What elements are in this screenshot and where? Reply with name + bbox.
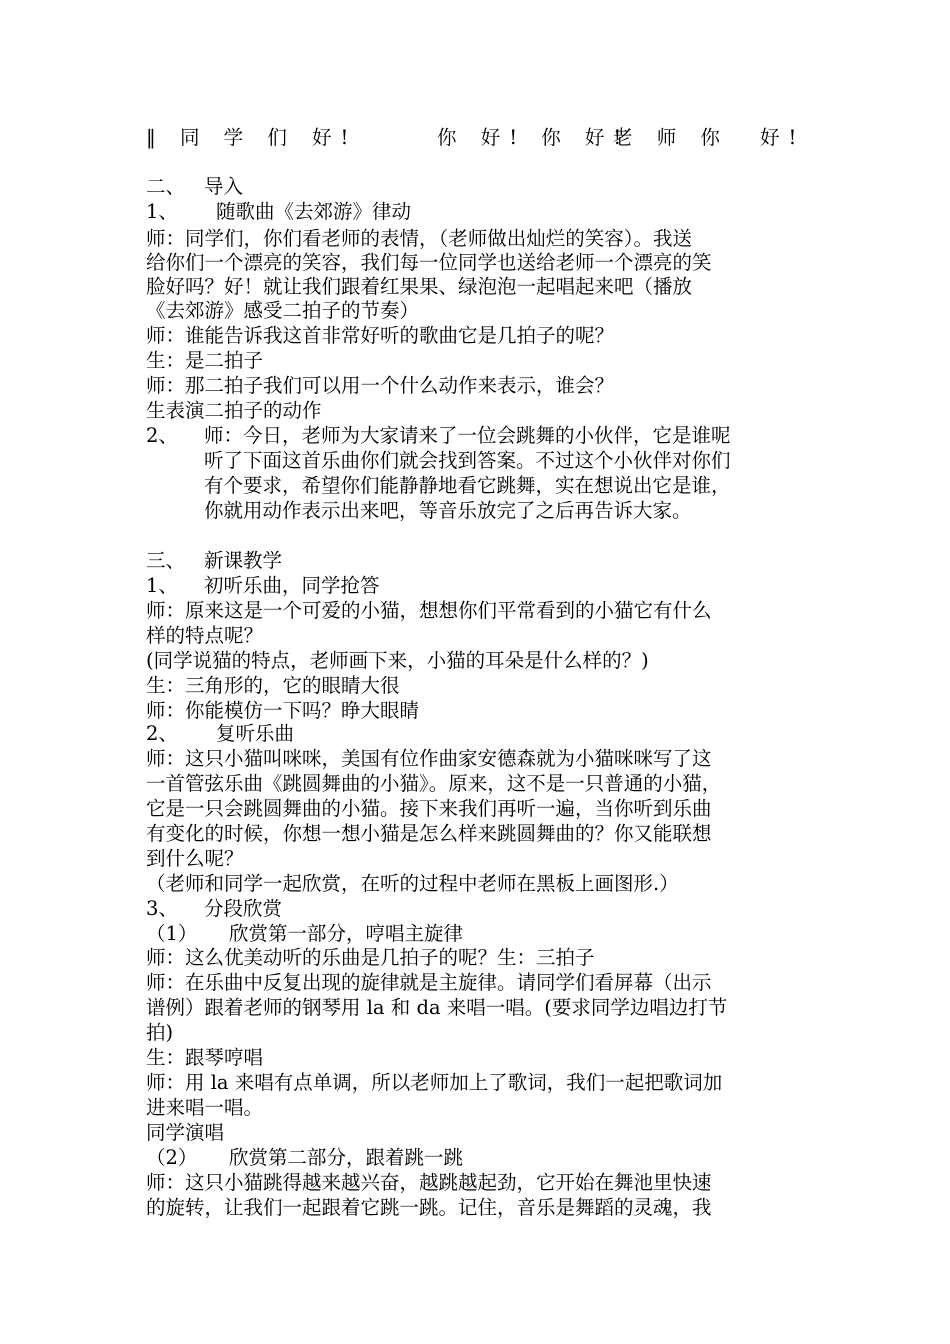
subsection-1-title: 欣赏第一部分，哼唱主旋律 bbox=[229, 922, 464, 945]
paragraph-line: 师：这只小猫跳得越来越兴奋，越跳越起劲，它开始在舞池里快速 bbox=[146, 1171, 712, 1194]
paragraph-line: 它是一只会跳圆舞曲的小猫。接下来我们再听一遍，当你听到乐曲 bbox=[146, 797, 712, 820]
section-2-number: 二、 bbox=[146, 175, 186, 198]
paragraph-line: 生表演二拍子的动作 bbox=[146, 399, 322, 422]
paragraph-line: 师：那二拍子我们可以用一个什么动作来表示，谁会？ bbox=[146, 374, 615, 397]
paragraph-line: 师：同学们，你们看老师的表情，（老师做出灿烂的笑容）。我送 bbox=[146, 227, 693, 250]
subsection-2-number: （2） bbox=[146, 1146, 198, 1169]
greeting-teacher: 老 师 你 bbox=[613, 126, 729, 149]
paragraph-line: 听了下面这首乐曲你们就会找到答案。不过这个小伙伴对你们 bbox=[204, 449, 731, 472]
paragraph-line: 谱例）跟着老师的钢琴用 la 和 da 来唱一唱。(要求同学边唱边打节 bbox=[146, 996, 728, 1019]
paragraph-line: 师：用 la 来唱有点单调，所以老师加上了歌词，我们一起把歌词加 bbox=[146, 1071, 723, 1094]
section-3-item-3-number: 3、 bbox=[146, 897, 178, 920]
paragraph-line: 样的特点呢？ bbox=[146, 624, 264, 647]
paragraph-line: 一首管弦乐曲《跳圆舞曲的小猫》。原来，这不是一只普通的小猫， bbox=[146, 772, 722, 795]
paragraph-line: 师：这么优美动听的乐曲是几拍子的呢？生：三拍子 bbox=[146, 946, 595, 969]
section-3-item-1-title: 初听乐曲，同学抢答 bbox=[204, 574, 380, 597]
paragraph-line: 到什么呢？ bbox=[146, 847, 244, 870]
paragraph-line: 给你们一个漂亮的笑容，我们每一位同学也送给老师一个漂亮的笑 bbox=[146, 251, 712, 274]
paragraph-line: 师：今日，老师为大家请来了一位会跳舞的小伙伴，它是谁呢 bbox=[204, 424, 731, 447]
section-3-item-2-number: 2、 bbox=[146, 722, 178, 745]
section-3-heading: 新课教学 bbox=[204, 549, 283, 572]
paragraph-line: 师：这只小猫叫咪咪，美国有位作曲家安德森就为小猫咪咪写了这 bbox=[146, 747, 712, 770]
paragraph-line: 脸好吗？好！就让我们跟着红果果、绿泡泡一起唱起来吧（播放 bbox=[146, 275, 693, 298]
subsection-1-number: （1） bbox=[146, 922, 198, 945]
section-2-item-2-number: 2、 bbox=[146, 424, 178, 447]
paragraph-line: 进来唱一唱。 bbox=[146, 1096, 264, 1119]
paragraph-line: 同学演唱 bbox=[146, 1121, 225, 1144]
greeting-reply: 你 好! 你 好! bbox=[437, 126, 631, 149]
section-3-item-1-number: 1、 bbox=[146, 574, 178, 597]
greeting-students: ‖ 同 学 们 bbox=[146, 126, 296, 149]
paragraph-line: 拍) bbox=[146, 1021, 174, 1044]
paragraph-line: (同学说猫的特点，老师画下来，小猫的耳朵是什么样的？) bbox=[146, 649, 649, 672]
paragraph-line: 有个要求，希望你们能静静地看它跳舞，实在想说出它是谁， bbox=[204, 474, 731, 497]
section-3-item-2-title: 复听乐曲 bbox=[216, 722, 295, 745]
paragraph-line: 师：谁能告诉我这首非常好听的歌曲它是几拍子的呢？ bbox=[146, 324, 615, 347]
greeting-hello-2: 好! bbox=[760, 126, 806, 149]
subsection-2-title: 欣赏第二部分，跟着跳一跳 bbox=[229, 1146, 464, 1169]
paragraph-line: （老师和同学一起欣赏，在听的过程中老师在黑板上画图形.） bbox=[146, 872, 679, 895]
greeting-hello-1: 好! bbox=[312, 126, 358, 149]
section-2-heading: 导入 bbox=[204, 175, 244, 198]
paragraph-line: 《去郊游》感受二拍子的节奏） bbox=[146, 299, 420, 322]
paragraph-line: 你就用动作表示出来吧，等音乐放完了之后再告诉大家。 bbox=[204, 499, 692, 522]
paragraph-line: 的旋转，让我们一起跟着它跳一跳。记住，音乐是舞蹈的灵魂，我 bbox=[146, 1196, 712, 1219]
paragraph-line: 生：三角形的，它的眼睛大很 bbox=[146, 674, 400, 697]
section-3-number: 三、 bbox=[146, 549, 186, 572]
paragraph-line: 师：原来这是一个可爱的小猫，想想你们平常看到的小猫它有什么 bbox=[146, 599, 712, 622]
paragraph-line: 生：跟琴哼唱 bbox=[146, 1046, 264, 1069]
section-2-item-1-number: 1、 bbox=[146, 200, 178, 223]
paragraph-line: 师：在乐曲中反复出现的旋律就是主旋律。请同学们看屏幕（出示 bbox=[146, 971, 712, 994]
section-3-item-3-title: 分段欣赏 bbox=[204, 897, 283, 920]
paragraph-line: 师：你能模仿一下吗？睁大眼睛 bbox=[146, 699, 420, 722]
paragraph-line: 生：是二拍子 bbox=[146, 349, 264, 372]
section-2-item-1-title: 随歌曲《去郊游》律动 bbox=[216, 200, 412, 223]
paragraph-line: 有变化的时候，你想一想小猫是怎么样来跳圆舞曲的？你又能联想 bbox=[146, 822, 712, 845]
